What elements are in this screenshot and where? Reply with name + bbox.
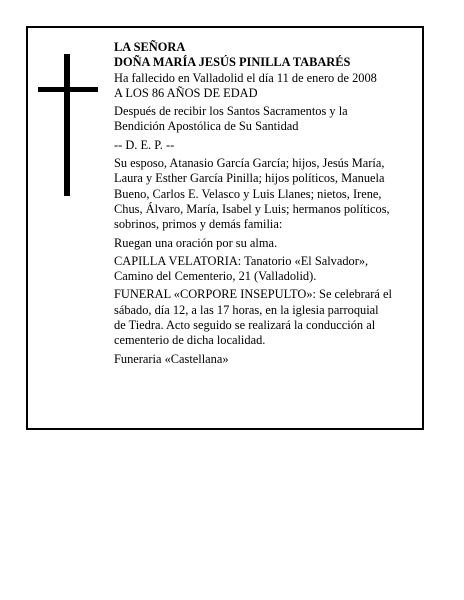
cross-vertical-bar [64,54,70,196]
cross-horizontal-bar [38,87,98,92]
funeral-home: Funeraria «Castellana» [114,351,229,366]
death-statement: Ha fallecido en Valladolid el día 11 de enero de 2008 [114,70,377,85]
age-statement: A LOS 86 AÑOS DE EDAD [114,85,258,100]
chapel-info: CAPILLA VELATORIA: Tanatorio «El Salvador», Camino del Cementerio, 21 (Valladolid). [114,253,369,284]
prayer-request: Ruegan una oración por su alma. [114,235,278,250]
family-list: Su esposo, Atanasio García García; hijos, Jesús María, Laura y Esther García Pinilla; hijos políticos, Manuela Bueno, Carlos E. Velasco y Luis Llanes; nietos, Irene, Chus, Álvaro, María, Isabel y Luis; hermanos políticos, sobrinos, primos y demás familia: [114,156,390,232]
deceased-name: DOÑA MARÍA JESÚS PINILLA TABARÉS [114,55,351,70]
sacraments-statement: Después de recibir los Santos Sacramentos y la Bendición Apostólica de Su Santidad [114,104,348,134]
cross-icon [38,54,98,196]
deceased-title: LA SEÑORA [114,40,186,54]
funeral-info: FUNERAL «CORPORE INSEPULTO»: Se celebrará el sábado, día 12, a las 17 horas, en la iglesia parroquial de Tiedra. Acto seguido se realizará la conducción al cementerio de dicha localidad. [114,287,392,348]
rip-line: -- D. E. P. -- [114,137,175,152]
obituary-text [114,40,420,370]
